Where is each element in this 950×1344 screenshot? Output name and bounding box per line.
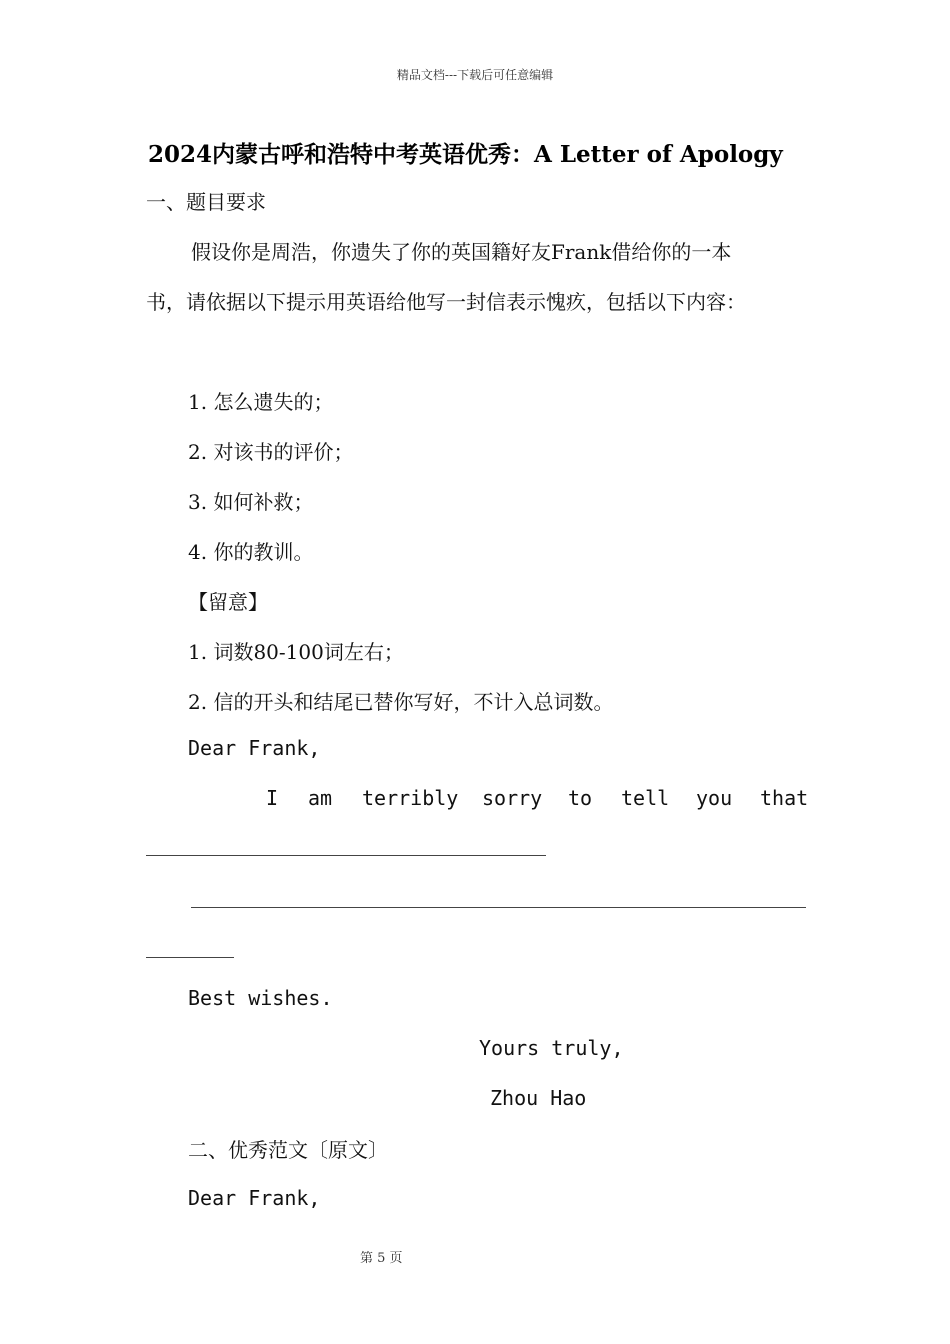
note-item: 2. 信的开头和结尾已替你写好，不计入总词数。 (188, 690, 614, 714)
answer-blank-line (146, 957, 234, 958)
section-heading-sample: 二、优秀范文〔原文〕 (188, 1138, 388, 1162)
note-item: 1. 词数80-100词左右； (188, 640, 404, 664)
prompt-line-2: 书，请依据以下提示用英语给他写一封信表示愧疚，包括以下内容： (146, 290, 746, 314)
page-number: 第 5 页 (360, 1251, 403, 1266)
page-header: 精品文档---下载后可任意编辑 (396, 68, 554, 82)
requirement-point: 1. 怎么遗失的； (188, 390, 334, 414)
section-heading-requirements: 一、题目要求 (146, 190, 266, 214)
letter-salutation: Dear Frank, (188, 736, 321, 760)
letter-word: tell (621, 786, 670, 810)
answer-blank-line (146, 855, 546, 856)
document-title: 2024内蒙古呼和浩特中考英语优秀：A Letter of Apology (148, 141, 783, 168)
answer-blank-line (191, 907, 806, 908)
letter-word: terribly (362, 786, 459, 810)
letter-word: to (568, 786, 593, 810)
letter-signature-name: Zhou Hao (490, 1086, 587, 1110)
letter-word: I (266, 786, 279, 810)
letter-word: you (696, 786, 733, 810)
letter-closing: Best wishes. (188, 986, 333, 1010)
requirement-point: 2. 对该书的评价； (188, 440, 354, 464)
letter-signoff: Yours truly, (479, 1036, 624, 1060)
sample-salutation: Dear Frank, (188, 1186, 321, 1210)
notes-heading: 【留意】 (188, 590, 268, 614)
letter-word: am (308, 786, 333, 810)
prompt-line-1: 假设你是周浩，你遗失了你的英国籍好友Frank借给你的一本 (191, 240, 732, 264)
requirement-point: 3. 如何补救； (188, 490, 314, 514)
letter-word: that (760, 786, 809, 810)
requirement-point: 4. 你的教训。 (188, 540, 314, 564)
letter-word: sorry (482, 786, 543, 810)
